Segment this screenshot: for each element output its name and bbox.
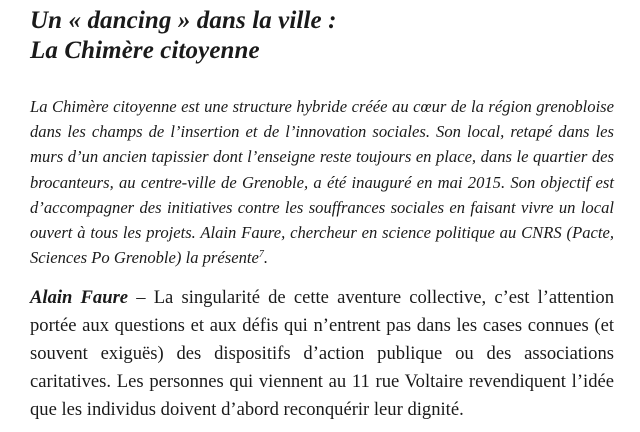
speaker-name: Alain Faure (30, 287, 129, 309)
article (30, 6, 614, 423)
article-title (30, 6, 614, 66)
title-line-1: Un « dancing » dans la ville : (30, 7, 337, 34)
title-line-2: La Chimère citoyenne (30, 37, 260, 64)
interview-text: La singularité de cette aventure collective, c’est l’attention portée aux questions et aux défis qui n’entrent pas dans les cases connues (et souvent exiguës) des dispositifs d’action publique ou des associations caritatives. Les personnes qui viennent au 11 rue Voltaire revendiquent l’idée que les individus doivent d’abord reconquérir leur dignité. (30, 287, 614, 420)
speaker-dash: – (128, 287, 154, 309)
intro-text: La Chimère citoyenne est une structure hybride créée au cœur de la région grenobloise dans les champs de l’insertion et de l’innovation sociales. Son local, retapé dans les murs d’un ancien tapissier dont l’enseigne reste toujours en place, dans le quartier des brocanteurs, au centre-ville de Grenoble, a été inauguré en mai 2015. Son objectif est d’accompagner des initiatives contre les souffrances sociales en faisant vivre un local ouvert à tous les projets. Alain Faure, chercheur en science politique au CNRS (Pacte, Sciences Po Grenoble) la présente (30, 97, 614, 268)
interview-paragraph (30, 284, 614, 423)
footnote-reference[interactable]: 7 (258, 249, 264, 261)
intro-paragraph (30, 94, 614, 270)
intro-end: . (263, 248, 269, 268)
